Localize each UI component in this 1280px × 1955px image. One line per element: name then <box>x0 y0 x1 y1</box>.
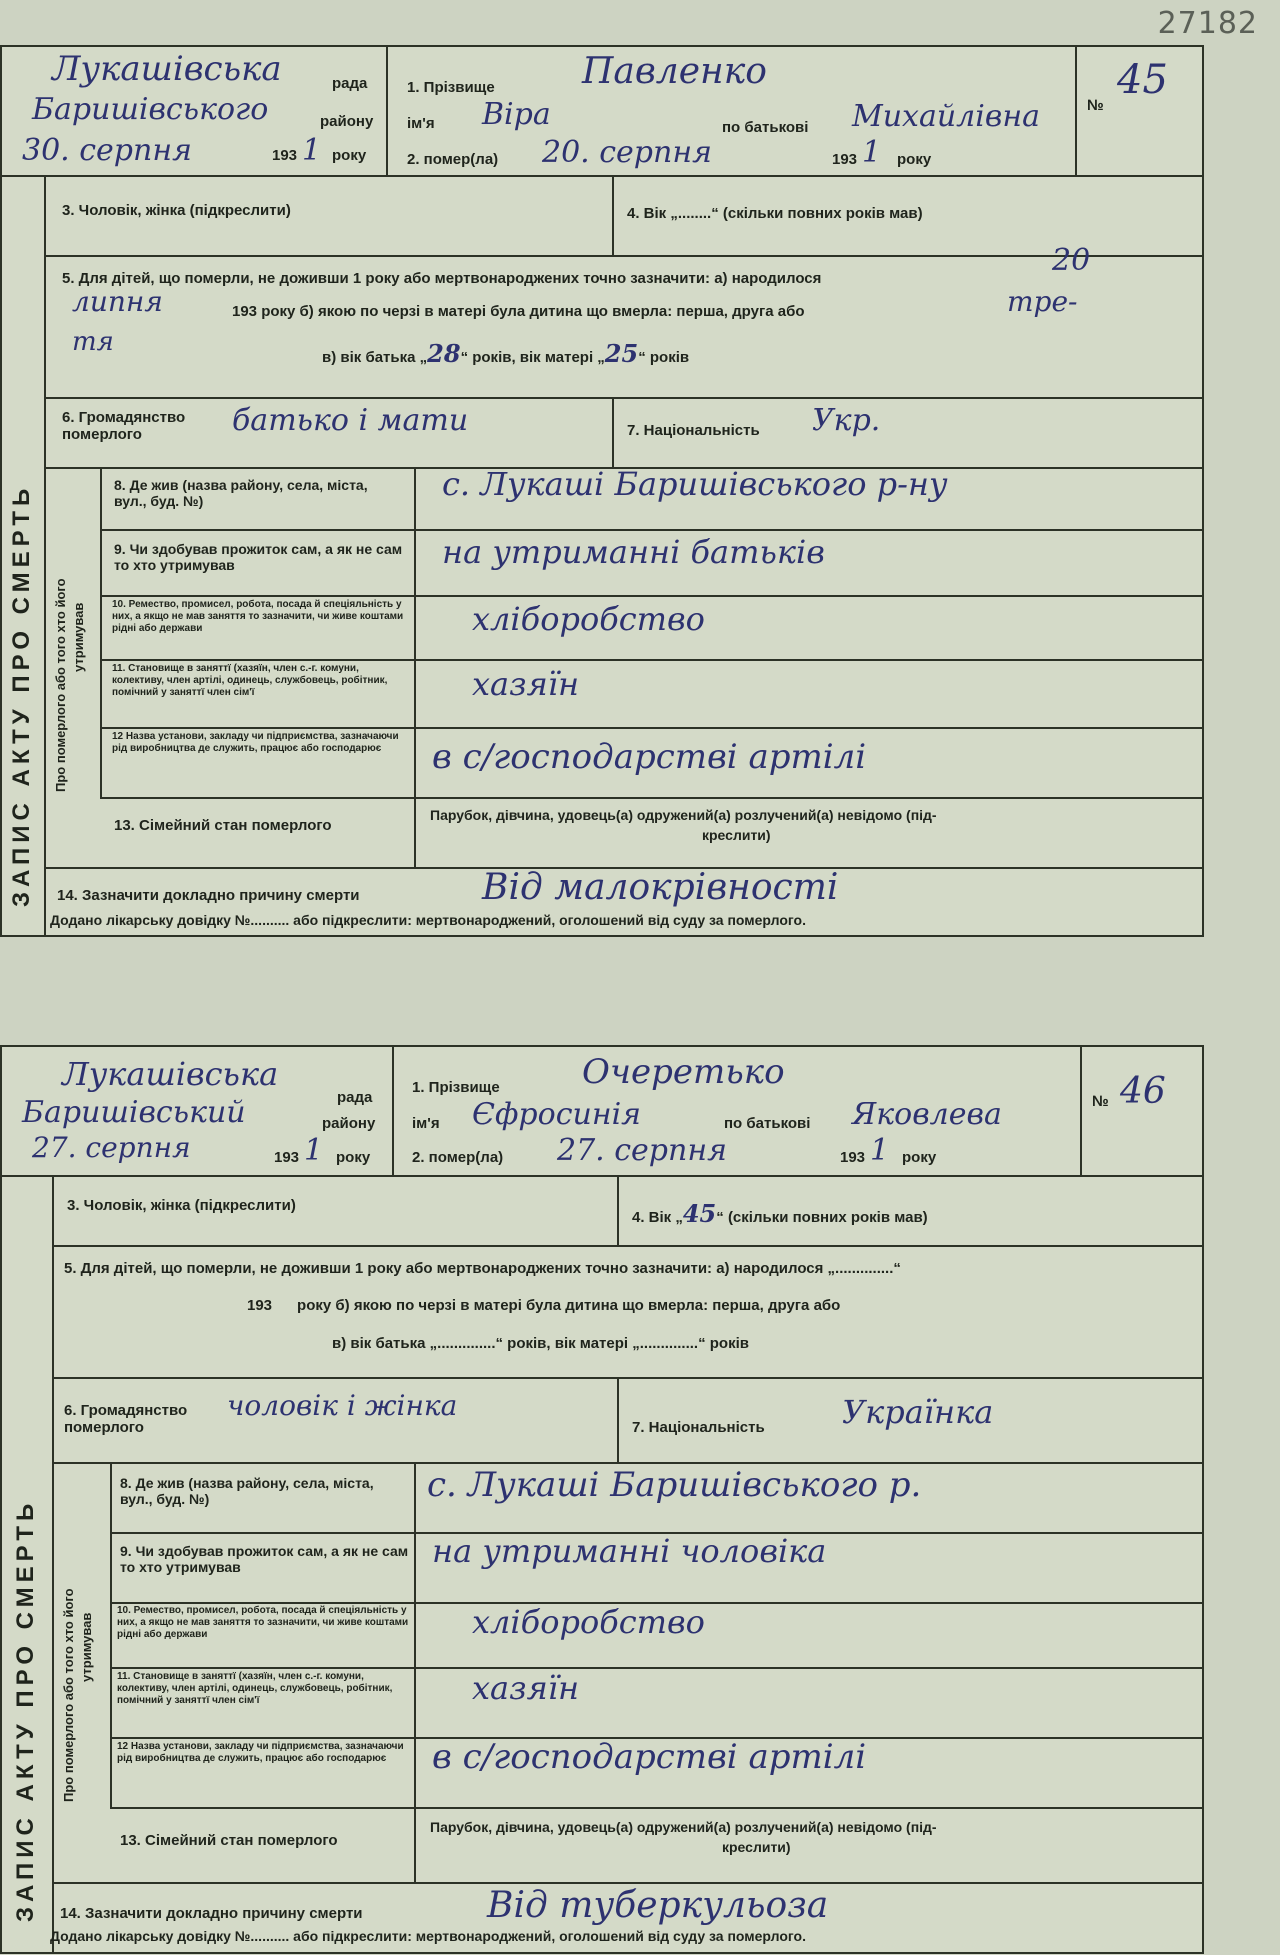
q10-label: 10. Ремество, промисел, робота, посада й спеціяльність у них, а якщо не мав заняття то зазначити, чи живе коштами рідні або держави <box>112 599 404 634</box>
rayon-value: Баришівського <box>32 92 269 127</box>
death-record-form-2 <box>0 1045 1204 1954</box>
side-title: ЗАПИС АКТУ ПРО СМЕРТЬ <box>12 1498 39 1922</box>
death-roku-label: року <box>897 151 932 168</box>
q11-label: 11. Становище в заняттї (хазяїн, член с.-г. комуни, колективу, член артілі, одинець, службовець, робітник, помічний у заняттї член сім'ї <box>117 1671 393 1706</box>
surname-label: 1. Прізвище <box>407 79 495 96</box>
q4-label: 4. Вік „........“ (скільки повних років мав) <box>627 205 923 222</box>
q3-label: 3. Чоловік, жінка (підкреслити) <box>67 1197 296 1214</box>
q5-line3: в) вік батька „28“ років, вік матері „25“ років <box>322 339 690 368</box>
name-label: ім'я <box>407 115 435 132</box>
death-year-prefix: 193 <box>840 1149 866 1166</box>
side-title: ЗАПИС АКТУ ПРО СМЕРТЬ <box>8 483 35 907</box>
institution-value: в с/господарстві артілі <box>432 1737 867 1777</box>
number-label: № <box>1087 97 1104 114</box>
patronymic-label: по батькові <box>724 1115 811 1132</box>
death-year-value: 1 <box>862 135 882 170</box>
child-born-month: липня <box>72 285 163 318</box>
footer-note-2: Додано лікарську довідку №.......... або підкреслити: мертвонароджений, оголошений від суду за померлого. <box>50 1928 806 1944</box>
surname-label: 1. Прізвище <box>412 1079 500 1096</box>
rayon-value: Баришівський <box>22 1095 246 1130</box>
rayon-label: району <box>322 1115 376 1132</box>
cause-value: Від малокрівності <box>482 867 839 908</box>
death-date-value: 20. серпня <box>542 135 712 170</box>
nationality-value: Укр. <box>812 403 881 438</box>
occupation-value: хліборобство <box>472 600 705 638</box>
death-year-value: 1 <box>870 1133 890 1168</box>
q12-label: 12 Назва установи, закладу чи підприємства, зазначаючи рід виробництва де служить, працює або господарює <box>117 1741 404 1764</box>
footer-note-1: Додано лікарську довідку №.......... або підкреслити: мертвонароджений, оголошений від суду за померлого. <box>50 912 806 928</box>
citizenship-value: батько і мати <box>232 403 469 438</box>
q5-line2: 193 року б) якою по черзі в матері була дитина що вмерла: перша, друга або <box>247 1297 841 1314</box>
rada-label: рада <box>337 1089 373 1106</box>
child-order: тре- <box>1007 285 1078 318</box>
residence-value: с. Лукаші Баришівського р-ну <box>442 465 948 503</box>
surname-value: Очеретько <box>582 1052 785 1092</box>
number-label: № <box>1092 1093 1109 1110</box>
reg-year-value: 1 <box>304 1133 324 1168</box>
support-value: на утриманні батьків <box>442 533 825 571</box>
death-date-value: 27. серпня <box>557 1133 727 1168</box>
name-value: Єфросинія <box>472 1097 642 1132</box>
record-number: 46 <box>1120 1071 1166 1112</box>
roku-label: року <box>332 147 367 164</box>
q7-label: 7. Національність <box>632 1419 765 1436</box>
q9-label: 9. Чи здобував прожиток сам, а як не сам то хто утримував <box>120 1543 409 1575</box>
institution-value: в с/господарстві артілі <box>432 737 867 777</box>
patronymic-value: Михайлівна <box>852 99 1040 134</box>
death-date-label: 2. помер(ла) <box>412 1149 504 1166</box>
q13-label: 13. Сімейний стан померлого <box>120 1832 338 1849</box>
patronymic-label: по батькові <box>722 119 809 136</box>
q13-options-cont: креслити) <box>722 1839 791 1855</box>
side-subtitle: Про померлого або того хто його утримував <box>53 578 86 792</box>
reg-year-value: 1 <box>302 133 322 168</box>
child-born-day: 20 <box>1052 243 1091 278</box>
side-subtitle: Про померлого або того хто його утримував <box>61 1588 94 1802</box>
death-year-prefix: 193 <box>832 151 858 168</box>
cause-value: Від туберкульоза <box>487 1885 829 1926</box>
reg-year-prefix: 193 <box>274 1149 300 1166</box>
q8-label: 8. Де жив (назва району, села, міста, вул., буд. №) <box>120 1475 374 1507</box>
q13-options-cont: креслити) <box>702 827 771 843</box>
position-value: хазяїн <box>472 665 580 703</box>
q14-label: 14. Зазначити докладно причину смерти <box>60 1905 363 1922</box>
q5-line2: 193 року б) якою по черзі в матері була дитина що вмерла: перша, друга або <box>232 303 805 320</box>
rada-label: рада <box>332 75 368 92</box>
q5-line1: 5. Для дітей, що померли, не доживши 1 року або мертвонароджених точно зазначити: а) народилося „..............“ <box>64 1260 901 1277</box>
q11-label: 11. Становище в заняттї (хазяїн, член с.-г. комуни, колективу, член артілі, одинець, службовець, робітник, помічний у заняттї член сім'ї <box>112 663 388 698</box>
death-record-form-1 <box>0 45 1204 937</box>
q7-label: 7. Національність <box>627 422 760 439</box>
child-order-cont: тя <box>72 327 114 357</box>
archive-page-number: 27182 <box>1157 6 1258 41</box>
q12-label: 12 Назва установи, закладу чи підприємства, зазначаючи рід виробництва де служить, працює або господарює <box>112 731 399 754</box>
q9-label: 9. Чи здобував прожиток сам, а як не сам то хто утримував <box>114 541 403 573</box>
q8-label: 8. Де жив (назва району, села, міста, вул., буд. №) <box>114 477 368 509</box>
q5-line3: в) вік батька „..............“ років, вік матері „..............“ років <box>332 1335 749 1352</box>
q13-options: Парубок, дівчина, удовець(а) одружений(а) розлучений(а) невідомо (під- <box>430 807 937 823</box>
death-roku-label: року <box>902 1149 937 1166</box>
support-value: на утриманні чоловіка <box>432 1532 827 1570</box>
q10-label: 10. Ремество, промисел, робота, посада й спеціяльність у них, а якщо не мав заняття то зазначити, чи живе коштами рідні або держави <box>117 1605 409 1640</box>
residence-value: с. Лукаші Баришівського р. <box>427 1465 922 1505</box>
record-number: 45 <box>1117 57 1168 103</box>
nationality-value: Українка <box>842 1393 994 1431</box>
q13-label: 13. Сімейний стан померлого <box>114 817 332 834</box>
rada-value: Лукашівська <box>52 49 282 89</box>
reg-date-value: 30. серпня <box>22 133 192 168</box>
roku-label: року <box>336 1149 371 1166</box>
citizenship-value: чоловік і жінка <box>227 1389 458 1422</box>
q14-label: 14. Зазначити докладно причину смерти <box>57 887 360 904</box>
q4-label: 4. Вік „45“ (скільки повних років мав) <box>632 1199 928 1228</box>
q5-line1: 5. Для дітей, що померли, не доживши 1 року або мертвонароджених точно зазначити: а) народилося <box>62 270 822 287</box>
reg-year-label: 193 <box>272 147 298 164</box>
patronymic-value: Яковлева <box>852 1097 1002 1132</box>
occupation-value: хліборобство <box>472 1603 705 1641</box>
position-value: хазяїн <box>472 1669 580 1707</box>
q6-label: 6. Громадянство померлого <box>62 409 186 443</box>
q13-options: Парубок, дівчина, удовець(а) одружений(а) розлучений(а) невідомо (під- <box>430 1819 937 1835</box>
rayon-label: району <box>320 113 374 130</box>
q6-label: 6. Громадянство померлого <box>64 1402 188 1436</box>
reg-date-value: 27. серпня <box>32 1131 191 1164</box>
surname-value: Павленко <box>582 51 767 92</box>
death-date-label: 2. помер(ла) <box>407 151 499 168</box>
q3-label: 3. Чоловік, жінка (підкреслити) <box>62 202 291 219</box>
name-label: ім'я <box>412 1115 440 1132</box>
name-value: Віра <box>482 97 551 132</box>
rada-value: Лукашівська <box>62 1055 279 1093</box>
